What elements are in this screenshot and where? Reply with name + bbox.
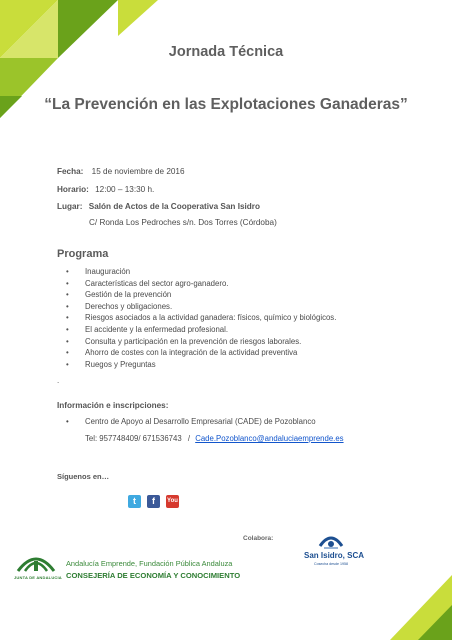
- fecha-row: [57, 167, 185, 176]
- event-subtitle: “La Prevención en las Explotaciones Ganaderas”: [44, 96, 408, 113]
- lugar-value: Salón de Actos de la Cooperativa San Isidro: [88, 202, 260, 211]
- list-item: • Ahorro de costes con la integración de la actividad preventiva: [57, 347, 397, 359]
- email-link[interactable]: Cade.Pozoblanco@andaluciaemprende.es: [195, 434, 344, 443]
- siguenos-label: Síguenos en…: [57, 472, 110, 481]
- horario-row: [57, 185, 154, 194]
- fecha-label: Fecha:: [57, 167, 84, 176]
- lugar-row: [57, 202, 260, 211]
- contact-line: [85, 434, 344, 443]
- direccion: C/ Ronda Los Pedroches s/n. Dos Torres (Córdoba): [89, 218, 277, 227]
- event-title: Jornada Técnica: [168, 44, 284, 60]
- list-item: • Características del sector agro-ganadero.: [57, 278, 397, 290]
- junta-logo-text: JUNTA DE ANDALUCIA: [14, 575, 62, 580]
- programa-list: [57, 266, 397, 370]
- list-item: • Riesgos asociados a la actividad ganadera: físicos, químico y biológicos.: [57, 312, 397, 324]
- colabora-label: Colabora:: [243, 535, 274, 542]
- list-item: • Derechos y obligaciones.: [57, 301, 397, 313]
- san-isidro-logo-icon: [318, 532, 344, 550]
- list-item: • Ruegos y Preguntas: [57, 359, 397, 371]
- twitter-icon[interactable]: t: [128, 495, 141, 508]
- horario-value: 12:00 – 13:30 h.: [95, 185, 155, 194]
- bullet-icon: •: [66, 417, 69, 426]
- junta-logo-icon: [16, 549, 56, 575]
- centro-item: [57, 417, 425, 426]
- san-isidro-name: San Isidro, SCA: [304, 551, 365, 560]
- horario-label: Horario:: [57, 185, 89, 194]
- list-item: • Inauguración: [57, 266, 397, 278]
- lugar-label: Lugar:: [57, 202, 83, 211]
- list-item: • El accidente y la enfermedad profesional.: [57, 324, 397, 336]
- list-item: • Consulta y participación en la prevención de riesgos laborales.: [57, 336, 397, 348]
- separator: /: [187, 434, 191, 443]
- informacion-title: Información e inscripciones:: [57, 401, 169, 410]
- youtube-icon[interactable]: You: [166, 495, 179, 508]
- fecha-value: 15 de noviembre de 2016: [91, 167, 185, 176]
- facebook-icon[interactable]: f: [147, 495, 160, 508]
- telefono: Tel: 957748409/ 671536743: [85, 434, 182, 443]
- programa-title: Programa: [57, 248, 109, 260]
- trailing-dot: .: [57, 376, 60, 385]
- junta-line1: Andalucía Emprende, Fundación Pública Andaluza: [66, 559, 233, 568]
- junta-line2: CONSEJERÍA DE ECONOMÍA Y CONOCIMIENTO: [66, 571, 241, 580]
- list-item: • Gestión de la prevención: [57, 289, 397, 301]
- centro-text: Centro de Apoyo al Desarrollo Empresarial (CADE) de Pozoblanco: [85, 417, 316, 426]
- san-isidro-tagline: Cosecha desde 1958: [314, 562, 348, 566]
